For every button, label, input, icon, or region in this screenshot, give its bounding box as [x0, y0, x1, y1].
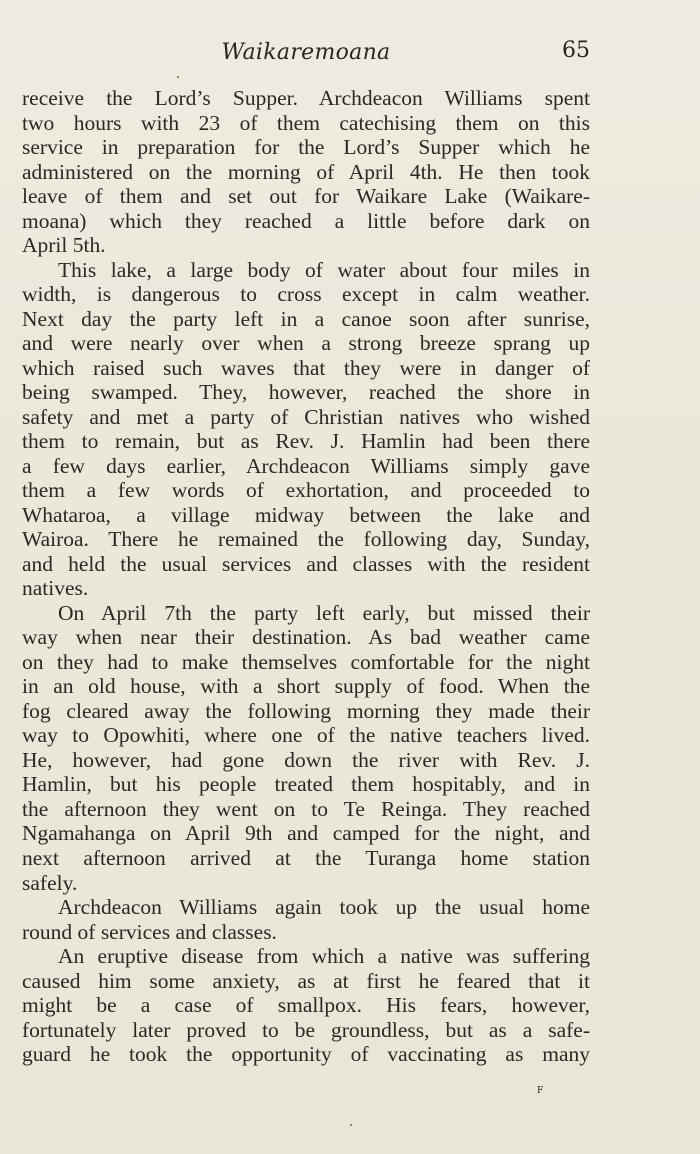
text-line: fog cleared away the following morning they made their — [22, 698, 590, 723]
text-line: receive the Lord’s Supper. Archdeacon Williams spent — [22, 86, 590, 110]
page-number: 65 — [562, 38, 590, 63]
text-line: Hamlin, but his people treated them hospitably, and in — [22, 772, 590, 797]
text-line: guard he took the opportunity of vaccinating as many — [22, 1042, 590, 1067]
text-line: April 5th. — [22, 233, 106, 258]
text-line: Wairoa. There he remained the following day, Sunday, — [22, 527, 590, 552]
text-line: This lake, a large body of water about four miles in — [58, 257, 590, 282]
text-line: service in preparation for the Lord’s Supper which he — [22, 135, 590, 160]
text-line: might be a case of smallpox. His fears, however, — [22, 993, 590, 1018]
text-line: leave of them and set out for Waikare Lake (Waikare- — [22, 184, 590, 209]
text-line: a few days earlier, Archdeacon Williams simply gave — [22, 453, 590, 478]
text-line: natives. — [22, 576, 89, 601]
paper-speck — [350, 1124, 352, 1126]
text-line: caused him some anxiety, as at first he feared that it — [22, 968, 590, 993]
text-line: them a few words of exhortation, and proceeded to — [22, 478, 590, 503]
text-line: next afternoon arrived at the Turanga home station — [22, 845, 590, 870]
body-text — [22, 86, 590, 1067]
text-line: way to Opowhiti, where one of the native teachers lived. — [22, 723, 590, 748]
text-line: way when near their destination. As bad weather came — [22, 625, 590, 650]
text-line: Archdeacon Williams again took up the usual home — [58, 895, 590, 920]
text-line: two hours with 23 of them catechising them on this — [22, 110, 590, 135]
text-line: He, however, had gone down the river with Rev. J. — [22, 747, 590, 772]
text-line: width, is dangerous to cross except in calm weather. — [22, 282, 590, 307]
text-line: in an old house, with a short supply of food. When the — [22, 674, 590, 699]
page-header — [22, 36, 590, 72]
text-line: administered on the morning of April 4th. He then took — [22, 159, 590, 184]
text-line: safely. — [22, 870, 78, 895]
text-line: Next day the party left in a canoe soon after sunrise, — [22, 306, 590, 331]
text-line: and held the usual services and classes with the resident — [22, 551, 590, 576]
text-line: them to remain, but as Rev. J. Hamlin had been there — [22, 429, 590, 454]
text-line: and were nearly over when a strong breeze sprang up — [22, 331, 590, 356]
text-line: being swamped. They, however, reached the shore in — [22, 380, 590, 405]
text-line: the afternoon they went on to Te Reinga. They reached — [22, 796, 590, 821]
text-line: moana) which they reached a little before dark on — [22, 208, 590, 233]
text-line: round of services and classes. — [22, 919, 277, 944]
text-line: Whataroa, a village midway between the lake and — [22, 502, 590, 527]
text-line: An eruptive disease from which a native was suffering — [58, 944, 590, 969]
text-line: which raised such waves that they were in danger of — [22, 355, 590, 380]
text-line: safety and met a party of Christian natives who wished — [22, 404, 590, 429]
text-line: On April 7th the party left early, but missed their — [58, 600, 590, 625]
text-line: Ngamahanga on April 9th and camped for the night, and — [22, 821, 590, 846]
running-title: Waikaremoana — [221, 40, 391, 65]
text-line: on they had to make themselves comfortable for the night — [22, 649, 590, 674]
paper-speck — [177, 76, 179, 78]
signature-mark: F — [537, 1086, 544, 1096]
text-line: fortunately later proved to be groundless, but as a safe- — [22, 1017, 590, 1042]
